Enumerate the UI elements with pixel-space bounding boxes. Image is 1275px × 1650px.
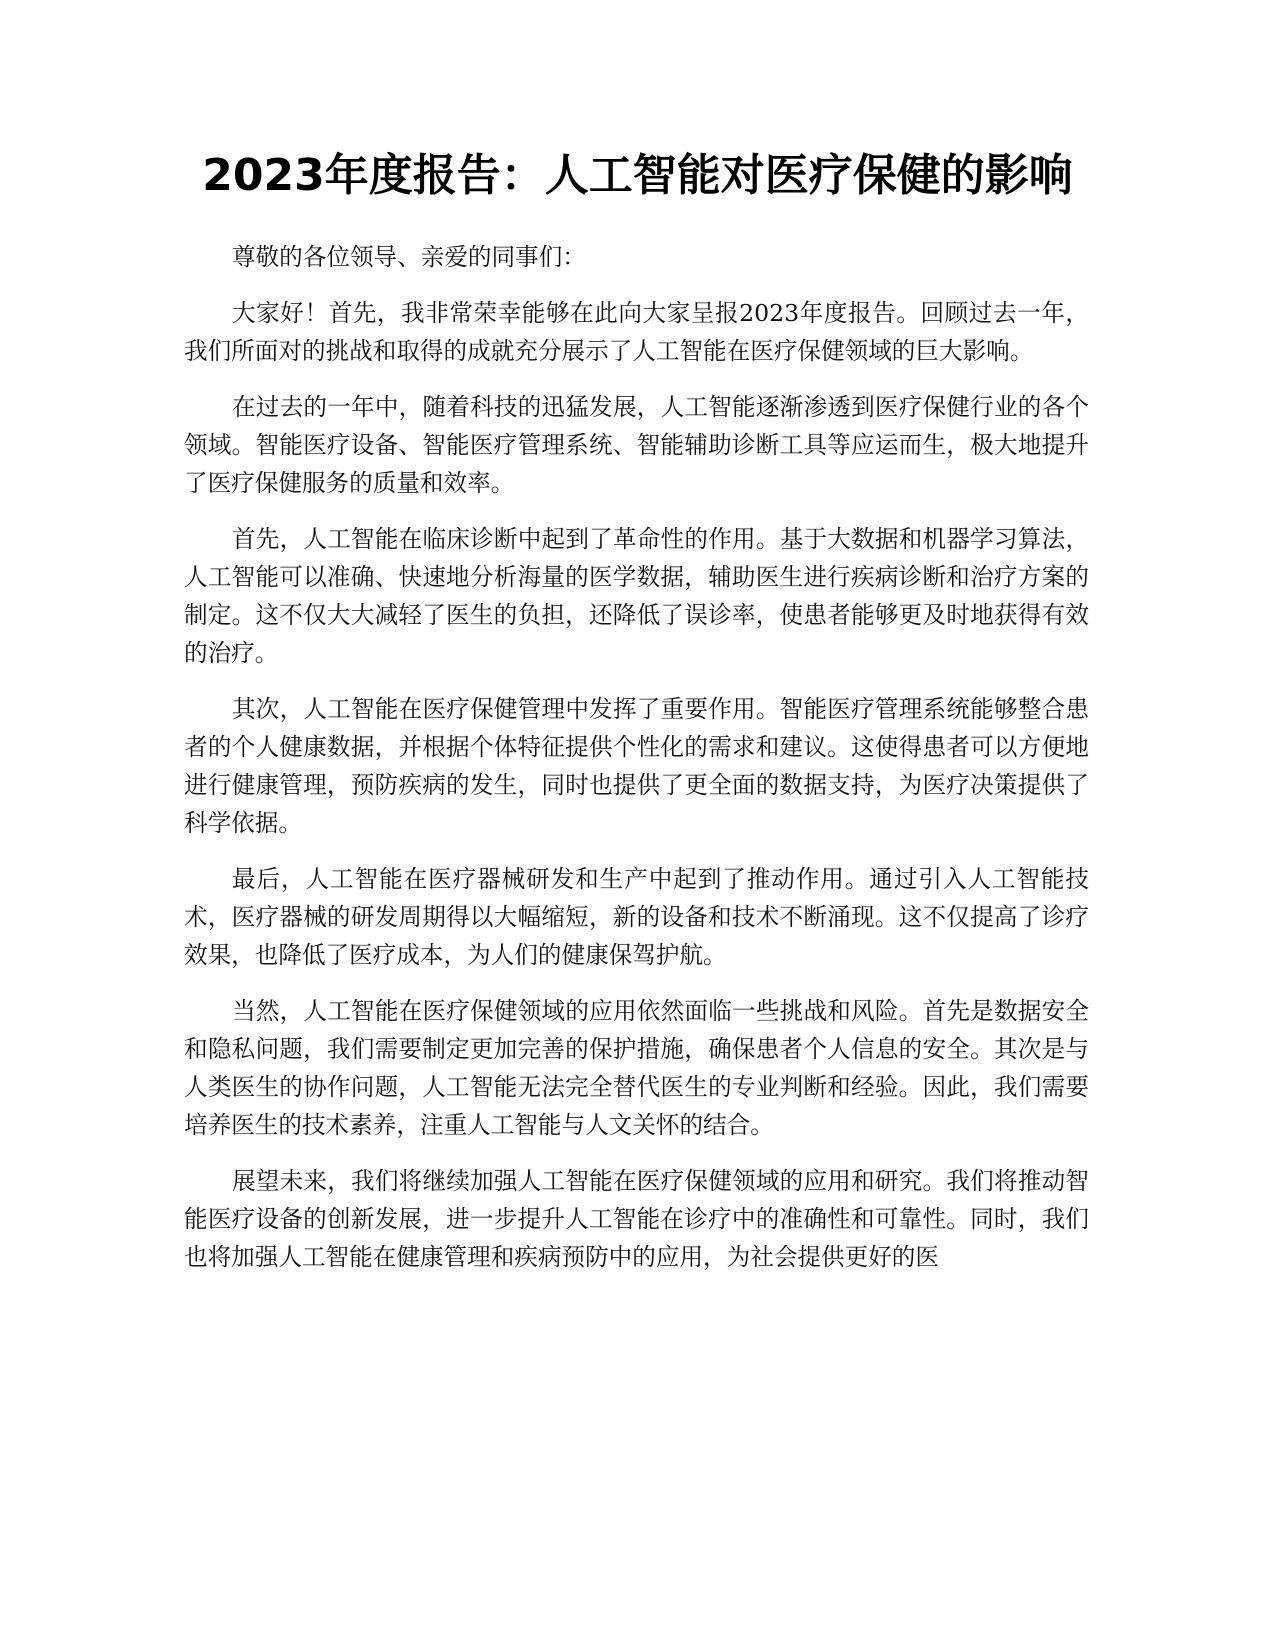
paragraph-outlook: 展望未来，我们将继续加强人工智能在医疗保健领域的应用和研究。我们将推动智能医疗设备的创新发展，进一步提升人工智能在诊疗中的准确性和可靠性。同时，我们也将加强人工智能在健康管理和疾病预防中的应用，为社会提供更好的医 — [184, 1167, 1089, 1271]
paragraph-salutation: 尊敬的各位领导、亲爱的同事们： — [232, 243, 586, 271]
paragraph-device-development: 最后，人工智能在医疗器械研发和生产中起到了推动作用。通过引入人工智能技术，医疗器械的研发周期得以大幅缩短，新的设备和技术不断涌现。这不仅提高了诊疗效果，也降低了医疗成本，为人们的健康保驾护航。 — [184, 865, 1089, 969]
paragraph-healthcare-management: 其次，人工智能在医疗保健管理中发挥了重要作用。智能医疗管理系统能够整合患者的个人健康数据，并根据个体特征提供个性化的需求和建议。这使得患者可以方便地进行健康管理，预防疾病的发生，同时也提供了更全面的数据支持，为医疗决策提供了科学依据。 — [184, 695, 1089, 837]
document-body — [184, 238, 1089, 1294]
paragraph-background: 在过去的一年中，随着科技的迅猛发展，人工智能逐渐渗透到医疗保健行业的各个领域。智能医疗设备、智能医疗管理系统、智能辅助诊断工具等应运而生，极大地提升了医疗保健服务的质量和效率。 — [184, 393, 1089, 497]
document-title: 2023年度报告：人工智能对医疗保健的影响 — [202, 150, 1073, 201]
paragraph-greeting: 大家好！首先，我非常荣幸能够在此向大家呈报2023年度报告。回顾过去一年，我们所面对的挑战和取得的成就充分展示了人工智能在医疗保健领域的巨大影响。 — [184, 299, 1089, 365]
paragraph-challenges: 当然，人工智能在医疗保健领域的应用依然面临一些挑战和风险。首先是数据安全和隐私问题，我们需要制定更加完善的保护措施，确保患者个人信息的安全。其次是与人类医生的协作问题，人工智能无法完全替代医生的专业判断和经验。因此，我们需要培养医生的技术素养，注重人工智能与人文关怀的结合。 — [184, 997, 1089, 1139]
paragraph-clinical-diagnosis: 首先，人工智能在临床诊断中起到了革命性的作用。基于大数据和机器学习算法，人工智能可以准确、快速地分析海量的医学数据，辅助医生进行疾病诊断和治疗方案的制定。这不仅大大减轻了医生的负担，还降低了误诊率，使患者能够更及时地获得有效的治疗。 — [184, 525, 1089, 667]
